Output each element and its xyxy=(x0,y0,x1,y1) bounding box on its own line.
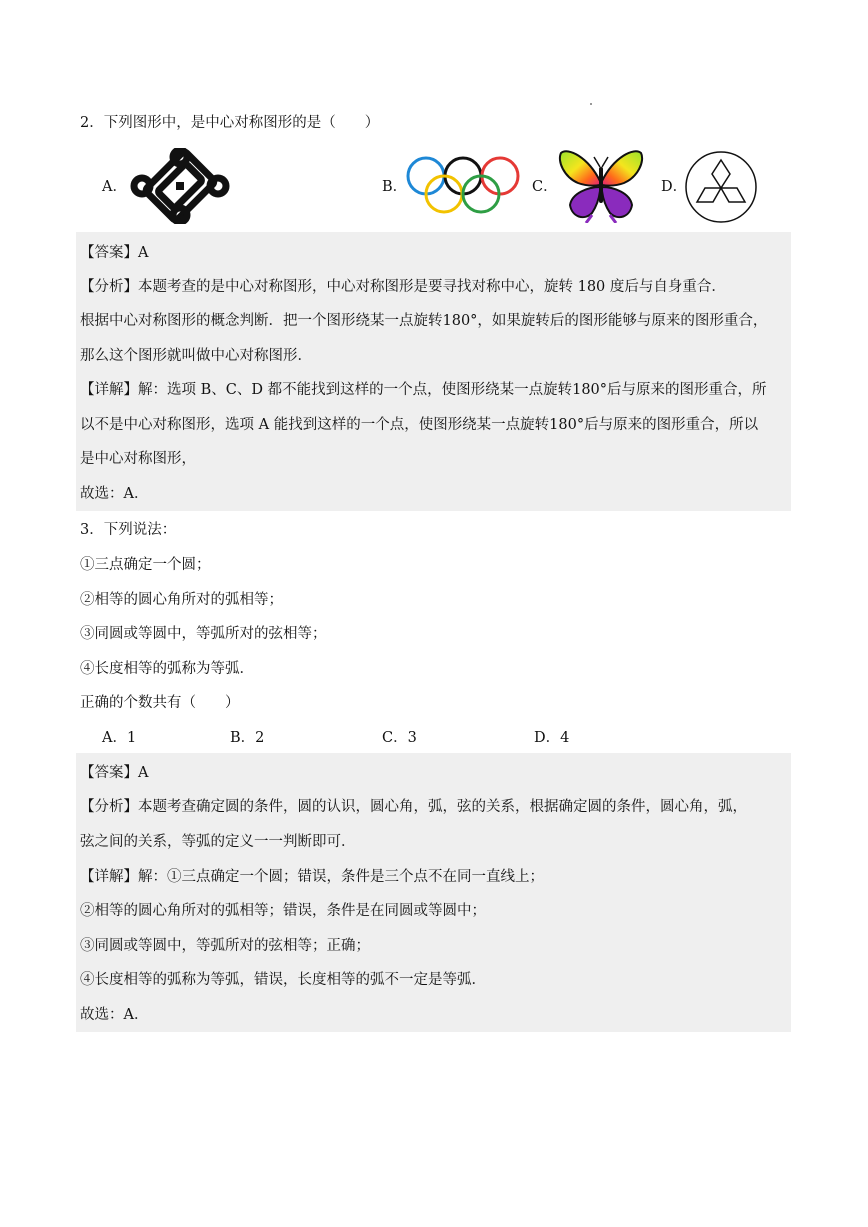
q2-option-b-label: B． xyxy=(382,179,408,195)
q2-answer: 【答案】A xyxy=(80,245,149,261)
q2-detail xyxy=(80,380,767,400)
scan-dot xyxy=(590,103,592,105)
q3-detail-line-2: ②相等的圆心角所对的弧相等；错误，条件是在同圆或等圆中； xyxy=(80,903,486,919)
q2-detail-line-3: 是中心对称图形， xyxy=(80,451,196,467)
q3-question: 正确的个数共有（ ） xyxy=(80,695,240,711)
butterfly-icon xyxy=(558,147,644,223)
q3-statement-2: ②相等的圆心角所对的弧相等； xyxy=(80,592,283,608)
q3-detail-line-3: ③同圆或等圆中，等弧所对的弦相等；正确； xyxy=(80,938,370,954)
q3-analysis-text: 本题考查确定圆的条件，圆的认识，圆心角，弧，弦的关系，根据确定圆的条件，圆心角，弧， xyxy=(138,799,747,815)
q2-analysis-line-3: 那么这个图形就叫做中心对称图形． xyxy=(80,348,312,364)
q2-answer-block xyxy=(76,232,791,511)
q2-analysis-text: 本题考查的是中心对称图形，中心对称图形是要寻找对称中心，旋转 180 度后与自身重合． xyxy=(138,279,726,295)
q3-option-c: C．3 xyxy=(382,730,417,746)
q2-option-c-label: C． xyxy=(532,179,558,195)
q3-statement-4: ④长度相等的弧称为等弧． xyxy=(80,661,254,677)
q3-analysis-tag: 【分析】 xyxy=(80,799,138,815)
q2-analysis-tag: 【分析】 xyxy=(80,279,138,295)
q3-detail-tag: 【详解】 xyxy=(80,869,138,885)
q3-stem: 3．下列说法： xyxy=(80,522,177,538)
q3-detail-line-4: ④长度相等的弧称为等弧，错误，长度相等的弧不一定是等弧． xyxy=(80,972,486,988)
q2-choose: 故选：A． xyxy=(80,486,149,502)
q2-analysis xyxy=(80,277,726,297)
q3-answer-block xyxy=(76,753,791,1032)
q3-analysis xyxy=(80,797,747,817)
q3-statement-1: ①三点确定一个圆； xyxy=(80,557,211,573)
q3-answer: 【答案】A xyxy=(80,765,149,781)
q3-analysis-line-2: 弦之间的关系，等弧的定义一一判断即可． xyxy=(80,834,356,850)
q2-option-d-label: D． xyxy=(661,179,688,195)
q3-detail-text: 解：①三点确定一个圆；错误，条件是三个点不在同一直线上； xyxy=(138,869,544,885)
q3-option-b: B．2 xyxy=(230,730,265,746)
q2-stem: 2．下列图形中，是中心对称图形的是（ ） xyxy=(80,115,380,131)
q2-option-a-label: A． xyxy=(102,179,127,195)
q2-detail-tag: 【详解】 xyxy=(80,382,138,398)
q2-analysis-line-2: 根据中心对称图形的概念判断．把一个图形绕某一点旋转180°，如果旋转后的图形能够与原来的图形重合， xyxy=(80,313,768,329)
triple-diamond-circle-icon xyxy=(684,150,758,224)
q3-choose: 故选：A． xyxy=(80,1007,149,1023)
olympic-rings-icon xyxy=(404,154,522,216)
q2-detail-text: 解：选项 B、C、D 都不能找到这样的一个点，使图形绕某一点旋转180°后与原来的图形重合，所 xyxy=(138,382,767,398)
chinese-knot-icon xyxy=(130,148,230,224)
q2-detail-line-2: 以不是中心对称图形，选项 A 能找到这样的一个点，使图形绕某一点旋转180°后与原来的图形重合，所以 xyxy=(80,417,759,433)
q3-option-a: A．1 xyxy=(102,730,137,746)
q3-statement-3: ③同圆或等圆中，等弧所对的弦相等； xyxy=(80,626,327,642)
q3-option-d: D．4 xyxy=(534,730,570,746)
q3-detail xyxy=(80,867,544,887)
